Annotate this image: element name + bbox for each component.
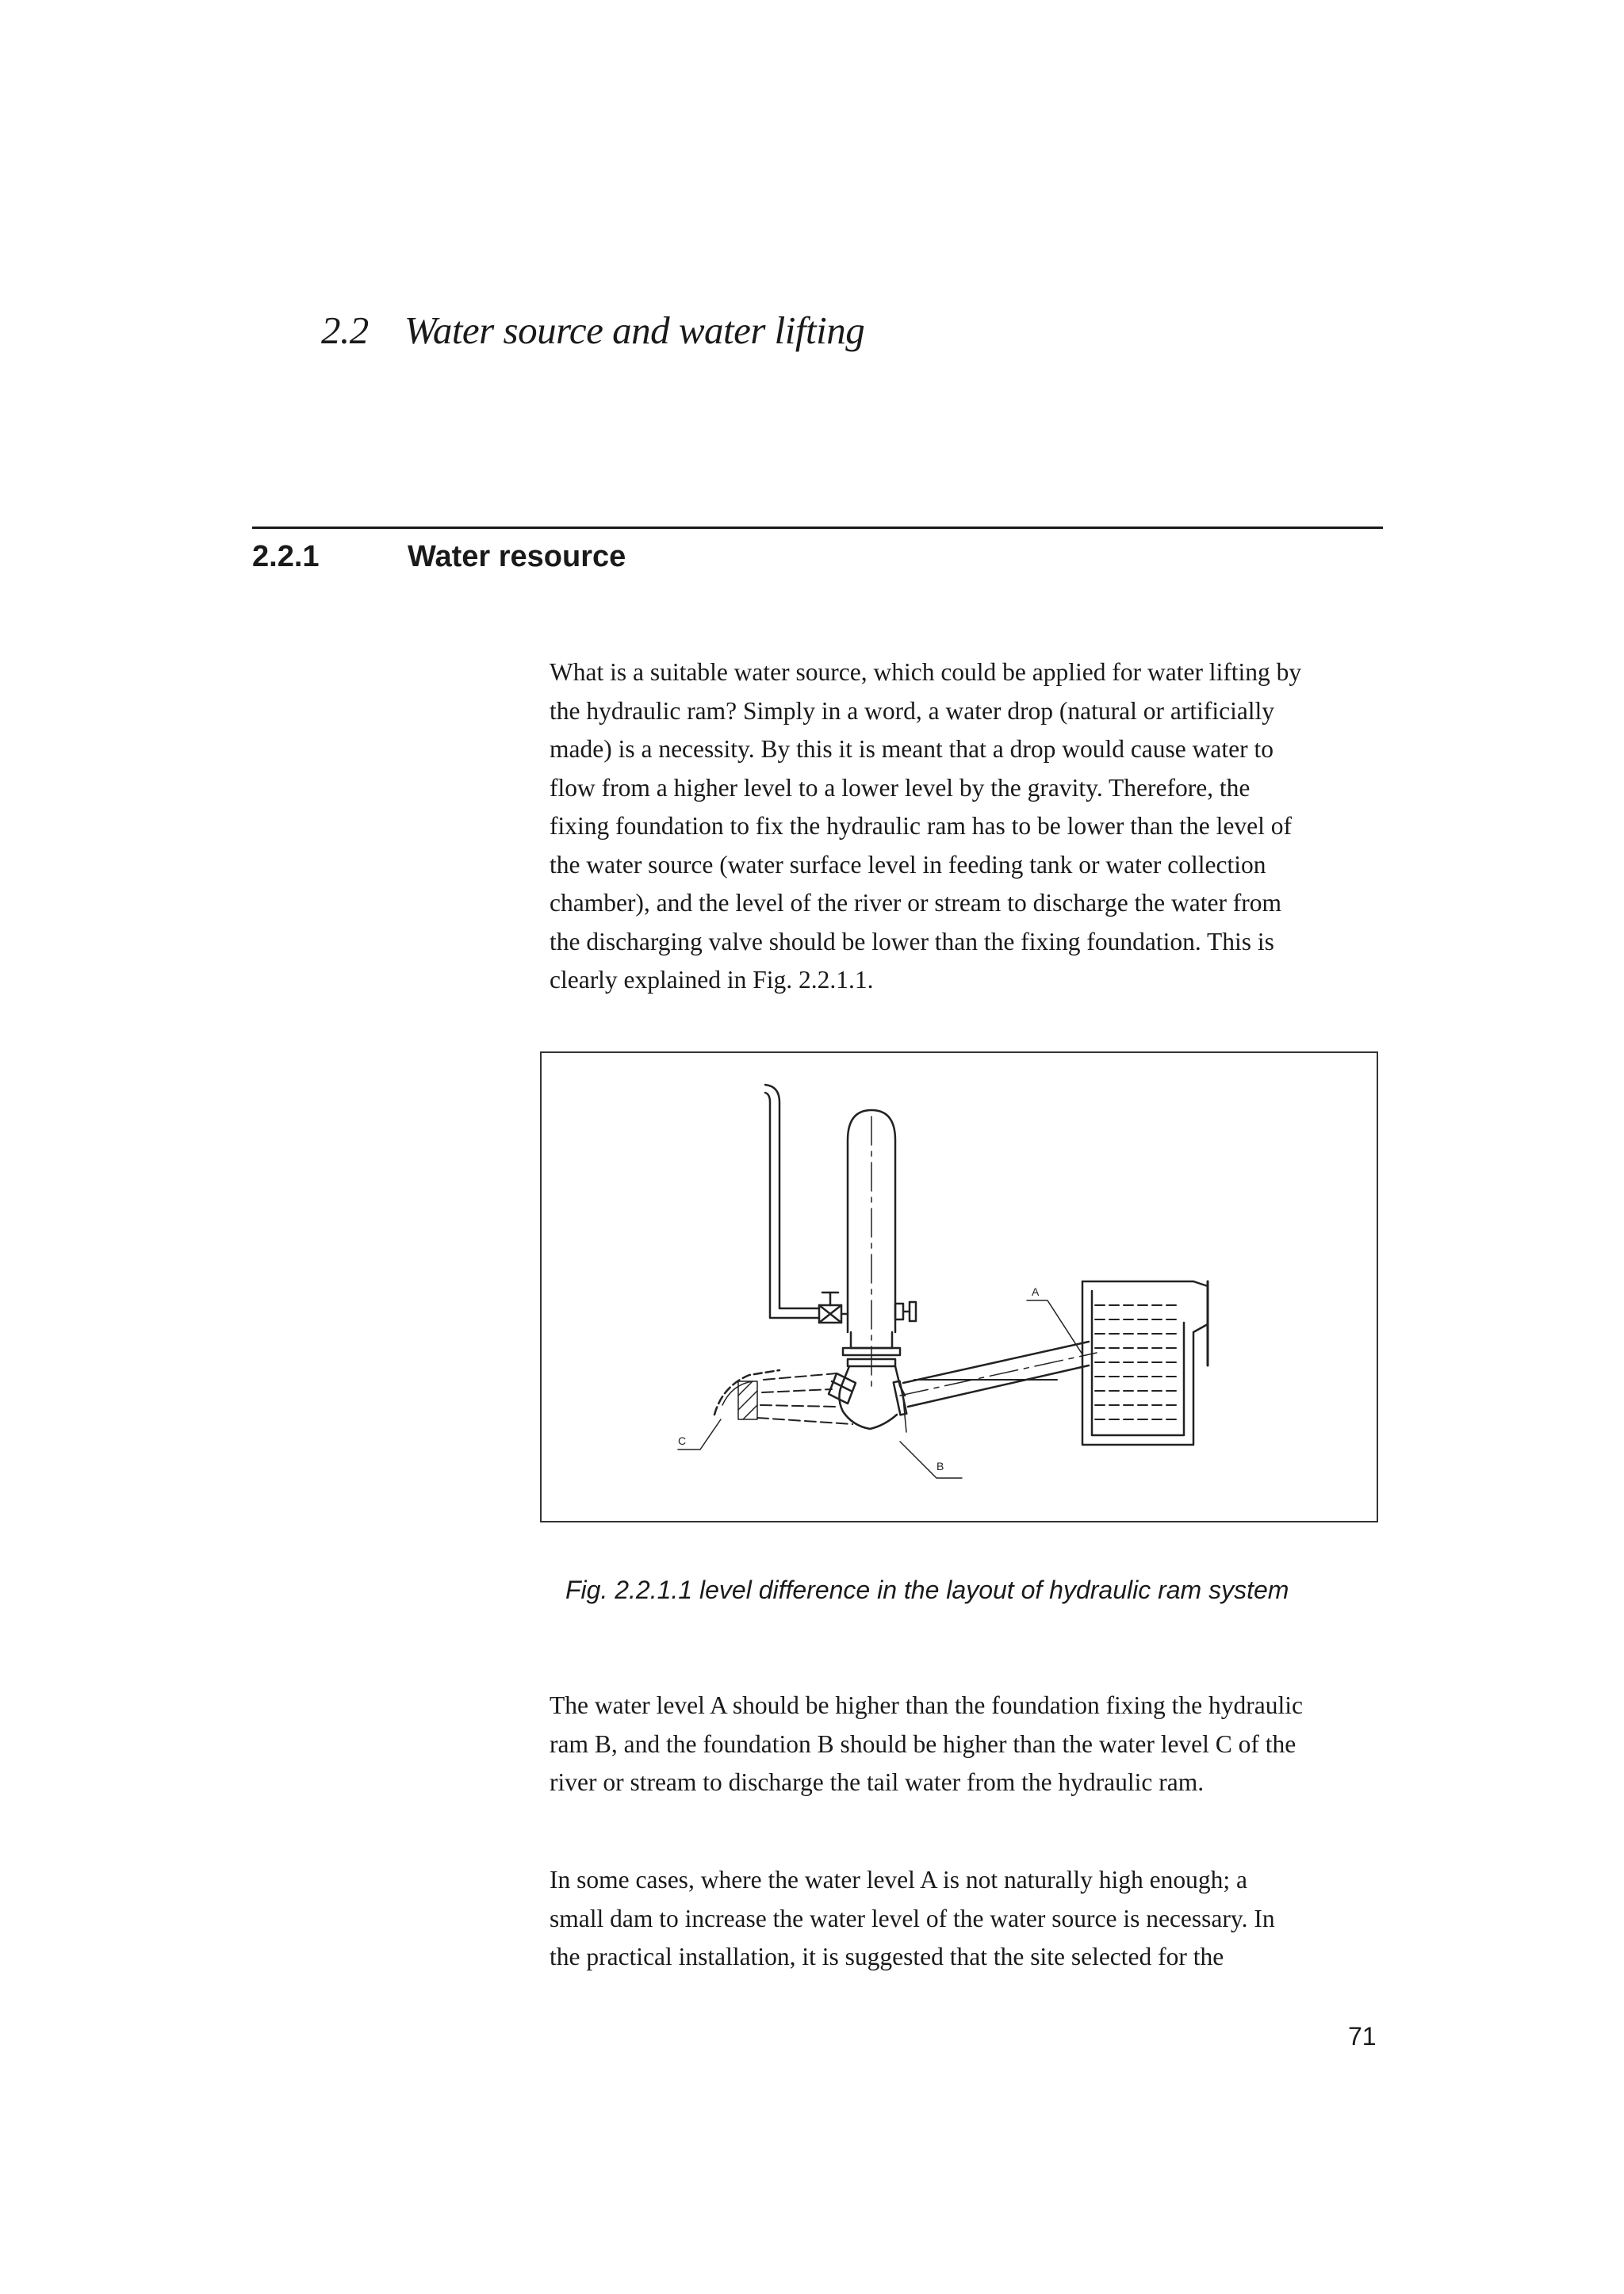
text-line: the practical installation, it is suggested that the site selected for the xyxy=(550,1943,1224,1970)
drive-pipe-centerline xyxy=(900,1353,1097,1396)
leader-b xyxy=(900,1442,962,1478)
drive-pipe xyxy=(903,1342,1089,1383)
text-line: What is a suitable water source, which could be applied for water lifting by xyxy=(550,658,1302,686)
text-line: small dam to increase the water level of the water source is necessary. In xyxy=(550,1904,1275,1932)
tank-inlet xyxy=(1193,1281,1208,1286)
text-line: the hydraulic ram? Simply in a word, a water drop (natural or artificially xyxy=(550,696,1275,725)
hydraulic-ram-diagram xyxy=(542,1053,1377,1521)
drive-pipe xyxy=(908,1365,1089,1407)
text-line: In some cases, where the water level A is not naturally high enough; a xyxy=(550,1866,1248,1894)
text-line: fixing foundation to fix the hydraulic ram has to be lower than the level of xyxy=(550,812,1292,840)
paragraph-intro xyxy=(550,653,1390,1000)
label-b: B xyxy=(936,1460,944,1473)
waste-valve xyxy=(829,1373,856,1404)
paragraph-levels xyxy=(550,1687,1390,1802)
label-a: A xyxy=(1032,1285,1040,1298)
bank-hatching xyxy=(738,1381,757,1419)
section-heading xyxy=(252,538,626,576)
delivery-pipe xyxy=(765,1085,819,1308)
pressure-port-cap xyxy=(910,1302,916,1321)
river-bank xyxy=(722,1381,753,1405)
text-line: the discharging valve should be lower than the fixing foundation. This is xyxy=(550,927,1274,956)
figure-hydraulic-ram-layout xyxy=(540,1051,1378,1522)
chapter-number: 2.2 xyxy=(321,308,369,352)
label-c: C xyxy=(678,1434,687,1447)
tank-water xyxy=(1095,1305,1181,1419)
section-divider xyxy=(252,527,1383,529)
text-line: clearly explained in Fig. 2.2.1.1. xyxy=(550,966,874,994)
pressure-port xyxy=(895,1304,903,1319)
text-line: The water level A should be higher than the foundation fixing the hydraulic xyxy=(550,1691,1303,1719)
page-number: 71 xyxy=(1348,2022,1377,2051)
text-line: the water source (water surface level in feeding tank or water collection xyxy=(550,850,1266,879)
waste-valve xyxy=(832,1381,851,1391)
text-line: chamber), and the level of the river or stream to discharge the water from xyxy=(550,889,1282,917)
section-title: Water resource xyxy=(408,540,626,573)
section-number: 2.2.1 xyxy=(252,540,320,573)
text-line: river or stream to discharge the tail water from the hydraulic ram. xyxy=(550,1768,1205,1796)
text-line: ram B, and the foundation B should be higher than the water level C of the xyxy=(550,1729,1297,1758)
ram-body xyxy=(839,1366,897,1429)
chapter-title: Water source and water lifting xyxy=(404,308,865,352)
figure-caption: Fig. 2.2.1.1 level difference in the layout of hydraulic ram system xyxy=(565,1576,1289,1604)
delivery-pipe xyxy=(765,1093,819,1318)
paragraph-dam xyxy=(550,1861,1390,1977)
leader-a xyxy=(1027,1300,1082,1354)
text-line: flow from a higher level to a lower level by the gravity. Therefore, the xyxy=(550,773,1251,802)
chapter-heading xyxy=(321,308,865,352)
text-line: made) is a necessity. By this it is meant that a drop would cause water to xyxy=(550,735,1274,763)
